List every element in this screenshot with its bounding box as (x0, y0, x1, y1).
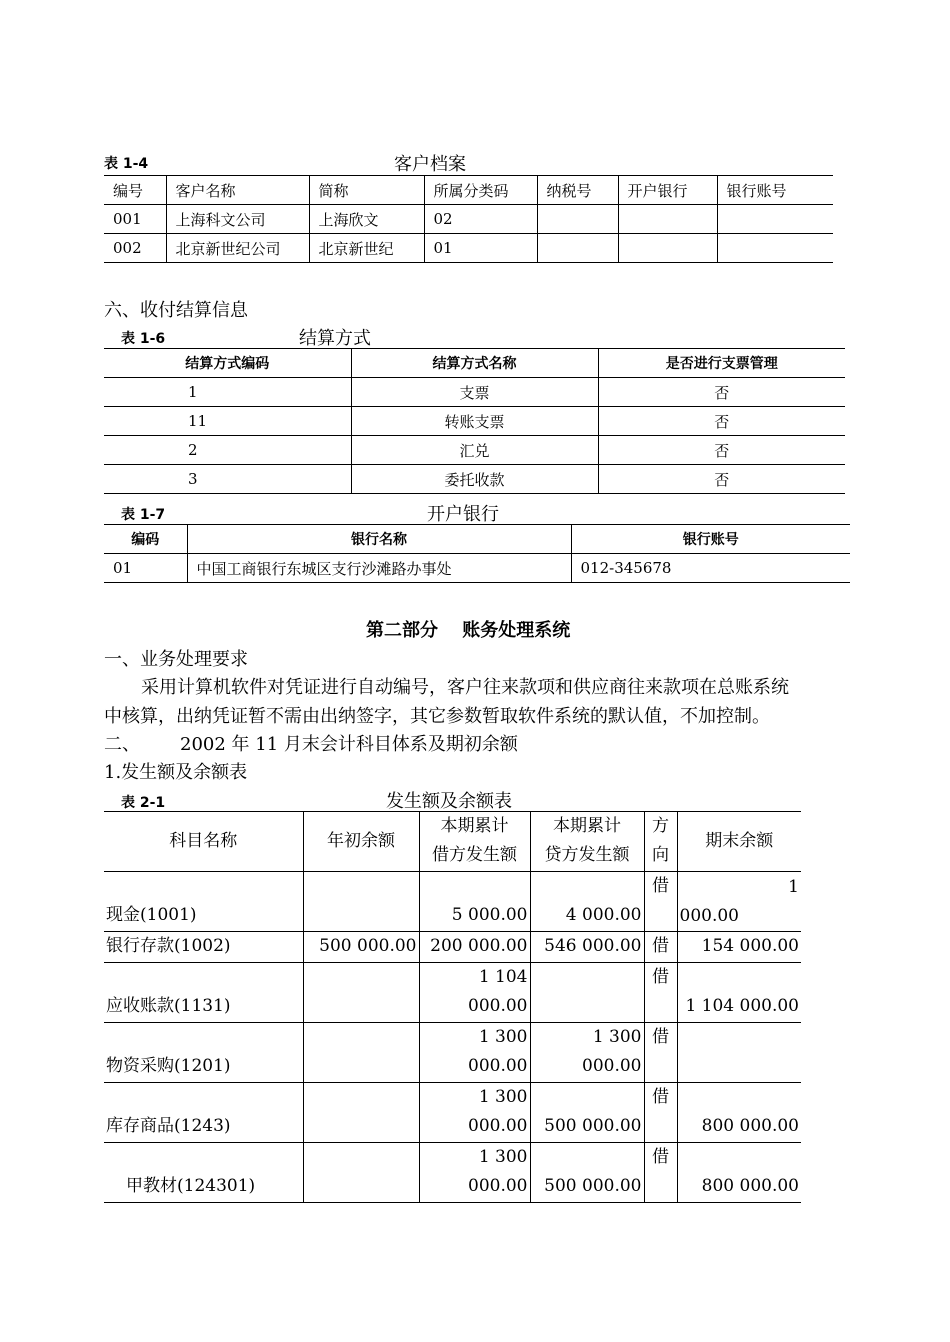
cell: 支票 (351, 378, 598, 407)
table-2-1-label: 表 2-1 (121, 795, 166, 811)
header-line: 本期累计 (553, 816, 621, 836)
account-name-cell: 现金(1001) (104, 872, 303, 932)
header-cell: 银行账号 (571, 525, 850, 554)
account-name-cell: 应收账款(1131) (104, 963, 303, 1023)
table-row (104, 407, 845, 436)
cell: 002 (104, 234, 166, 263)
credit-cell (530, 1023, 644, 1083)
header-line: 向 (652, 845, 669, 865)
value-line: 000.00 (468, 996, 528, 1016)
cell: 2 (104, 436, 351, 465)
cell: 否 (598, 378, 845, 407)
value-line: 4 000.00 (565, 905, 642, 925)
table-row (104, 963, 801, 1023)
opening-balance-cell (303, 1143, 419, 1203)
header-line: 方 (652, 816, 669, 836)
part-2-title: 第二部分 账务处理系统 (366, 620, 571, 641)
opening-balance-cell (303, 963, 419, 1023)
opening-balance-cell (303, 1023, 419, 1083)
table-row (104, 1023, 801, 1083)
cell: 汇兑 (351, 436, 598, 465)
cell: 3 (104, 465, 351, 494)
closing-balance-cell (677, 872, 801, 932)
header-cell: 编码 (104, 525, 187, 554)
header-cell: 年初余额 (303, 812, 419, 872)
cell: 否 (598, 436, 845, 465)
value-line: 000.00 (582, 1056, 642, 1076)
header-cell: 银行名称 (187, 525, 571, 554)
header-cell: 所属分类码 (424, 176, 537, 205)
cell (717, 234, 833, 263)
credit-cell: 500 000.00 (530, 1143, 644, 1203)
opening-balance-cell: 500 000.00 (303, 932, 419, 963)
debit-cell (419, 1023, 530, 1083)
debit-cell (419, 872, 530, 932)
cell (537, 234, 618, 263)
table-1-6-caption: 结算方式 (299, 328, 371, 349)
header-cell: 纳税号 (537, 176, 618, 205)
table-1-7-label: 表 1-7 (121, 507, 166, 523)
credit-cell: 546 000.00 (530, 932, 644, 963)
header-cell (530, 812, 644, 872)
header-cell: 结算方式编码 (104, 349, 351, 378)
header-line: 借方发生额 (432, 845, 517, 865)
value-line: 000.00 (679, 906, 739, 926)
header-cell (644, 812, 677, 872)
cell (717, 205, 833, 234)
section-2-heading-prefix: 二、 (104, 734, 140, 755)
direction-cell: 借 (644, 932, 677, 963)
debit-cell (419, 963, 530, 1023)
customer-table (104, 175, 833, 263)
cell: 01 (104, 554, 187, 583)
bank-account-table (104, 524, 850, 583)
cell: 中国工商银行东城区支行沙滩路办事处 (187, 554, 571, 583)
debit-cell: 200 000.00 (419, 932, 530, 963)
credit-cell (530, 872, 644, 932)
header-cell: 是否进行支票管理 (598, 349, 845, 378)
value-line: 1 300 (478, 1027, 528, 1047)
value-line: 1 104 (478, 967, 528, 987)
closing-balance-cell: 800 000.00 (677, 1143, 801, 1203)
cell: 否 (598, 465, 845, 494)
value-line: 1 300 (478, 1087, 528, 1107)
cell: 001 (104, 205, 166, 234)
value-line: 000.00 (468, 1176, 528, 1196)
cell (618, 234, 717, 263)
cell: 上海科文公司 (166, 205, 309, 234)
header-cell: 编号 (104, 176, 166, 205)
direction-cell: 借 (644, 872, 677, 932)
subsection-1-heading: 1.发生额及余额表 (104, 762, 248, 783)
direction-cell: 借 (644, 963, 677, 1023)
table-header-row (104, 176, 833, 205)
table-row (104, 465, 845, 494)
closing-balance-cell: 1 104 000.00 (677, 963, 801, 1023)
cell: 转账支票 (351, 407, 598, 436)
account-name-cell: 甲教材(124301) (104, 1143, 303, 1203)
header-cell: 期末余额 (677, 812, 801, 872)
table-row (104, 932, 801, 963)
account-name-cell: 库存商品(1243) (104, 1083, 303, 1143)
balance-table (104, 811, 801, 1203)
table-row (104, 378, 845, 407)
direction-cell: 借 (644, 1023, 677, 1083)
table-row (104, 1083, 801, 1143)
opening-balance-cell (303, 1083, 419, 1143)
value-line: 1 300 (478, 1147, 528, 1167)
cell (537, 205, 618, 234)
cell: 01 (424, 234, 537, 263)
header-cell: 开户银行 (618, 176, 717, 205)
header-line: 本期累计 (440, 816, 509, 836)
account-name-cell: 银行存款(1002) (104, 932, 303, 963)
account-name-cell: 物资采购(1201) (104, 1023, 303, 1083)
value-line: 000.00 (468, 1056, 528, 1076)
table-2-1-caption: 发生额及余额表 (386, 791, 512, 812)
cell: 上海欣文 (309, 205, 424, 234)
header-cell: 银行账号 (717, 176, 833, 205)
cell: 委托收款 (351, 465, 598, 494)
requirements-paragraph-line-2: 中核算，出纳凭证暂不需由出纳签字，其它参数暂取软件系统的默认值，不加控制。 (104, 706, 770, 727)
table-header-row (104, 349, 845, 378)
cell: 1 (104, 378, 351, 407)
value-line: 1 (788, 877, 799, 897)
closing-balance-cell: 154 000.00 (677, 932, 801, 963)
cell: 否 (598, 407, 845, 436)
section-6-heading: 六、收付结算信息 (104, 300, 248, 321)
table-1-4-label: 表 1-4 (104, 156, 149, 172)
table-header-row (104, 525, 850, 554)
requirements-heading: 一、业务处理要求 (104, 649, 248, 670)
table-header-row (104, 812, 801, 872)
section-2-heading: 2002 年 11 月末会计科目体系及期初余额 (180, 734, 518, 755)
table-row (104, 436, 845, 465)
closing-balance-cell: 800 000.00 (677, 1083, 801, 1143)
table-1-7-caption: 开户银行 (427, 504, 499, 525)
value-line: 1 300 (592, 1027, 642, 1047)
credit-cell: 500 000.00 (530, 1083, 644, 1143)
header-cell: 科目名称 (104, 812, 303, 872)
table-row (104, 234, 833, 263)
header-cell: 客户名称 (166, 176, 309, 205)
cell: 北京新世纪 (309, 234, 424, 263)
cell: 11 (104, 407, 351, 436)
direction-cell: 借 (644, 1143, 677, 1203)
settlement-method-table (104, 348, 845, 494)
table-1-4-caption: 客户档案 (394, 154, 466, 175)
table-1-6-label: 表 1-6 (121, 331, 166, 347)
header-cell (419, 812, 530, 872)
cell: 北京新世纪公司 (166, 234, 309, 263)
table-row (104, 872, 801, 932)
table-row (104, 1143, 801, 1203)
cell: 012-345678 (571, 554, 850, 583)
cell: 02 (424, 205, 537, 234)
header-cell: 结算方式名称 (351, 349, 598, 378)
table-row (104, 554, 850, 583)
direction-cell: 借 (644, 1083, 677, 1143)
header-line: 贷方发生额 (544, 845, 630, 865)
table-row (104, 205, 833, 234)
debit-cell (419, 1083, 530, 1143)
closing-balance-cell (677, 1023, 801, 1083)
credit-cell (530, 963, 644, 1023)
cell (618, 205, 717, 234)
header-cell: 简称 (309, 176, 424, 205)
value-line: 000.00 (468, 1116, 528, 1136)
requirements-paragraph-line-1: 采用计算机软件对凭证进行自动编号，客户往来款项和供应商往来款项在总账系统 (141, 677, 789, 698)
value-line: 5 000.00 (451, 905, 528, 925)
opening-balance-cell (303, 872, 419, 932)
debit-cell (419, 1143, 530, 1203)
